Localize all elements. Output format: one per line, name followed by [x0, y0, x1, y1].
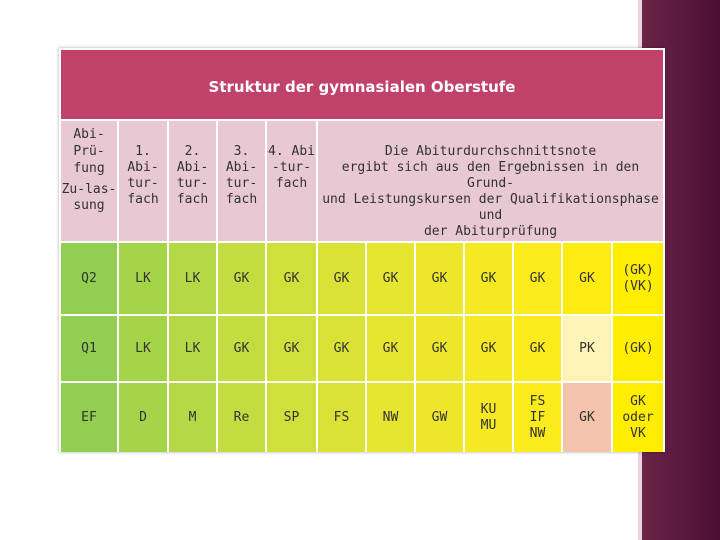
- table-cell: FS: [318, 383, 365, 452]
- table-cell: Re: [218, 383, 265, 452]
- table-cell: GK: [563, 383, 611, 452]
- table-cell: GK: [514, 316, 561, 381]
- table-cell: GK: [367, 316, 414, 381]
- header-zulassung: Zu-las- sung: [61, 182, 117, 213]
- table-cell: GK: [416, 243, 463, 314]
- table-cell: GK: [465, 243, 512, 314]
- table-cell: FS IF NW: [514, 383, 561, 452]
- table-cell: GK oder VK: [613, 383, 663, 452]
- table-cell: M: [169, 383, 216, 452]
- row-label: Q1: [61, 316, 117, 381]
- table-cell: GK: [465, 316, 512, 381]
- table-cell: GK: [563, 243, 611, 314]
- table-cell: D: [119, 383, 167, 452]
- header-abiturfach-2: 2. Abi- tur- fach: [169, 121, 216, 241]
- table-cell: GK: [218, 316, 265, 381]
- table-cell: LK: [169, 243, 216, 314]
- table-cell: GK: [514, 243, 561, 314]
- header-abi-pruefung: Abi- Prü- fung: [73, 127, 105, 176]
- table-cell: LK: [119, 316, 167, 381]
- header-note-text: Die Abiturdurchschnittsnote ergibt sich aus den Ergebnissen in den Grund- und Leistungskursen der Qualifikationsphase und der Abiturprüfung: [318, 121, 663, 241]
- row-label: EF: [61, 383, 117, 452]
- table-cell: LK: [169, 316, 216, 381]
- table-cell: GK: [318, 316, 365, 381]
- table-cell: NW: [367, 383, 414, 452]
- table-cell: PK: [563, 316, 611, 381]
- table-cell: GK: [218, 243, 265, 314]
- table-cell: GK: [267, 243, 316, 314]
- table-cell: (GK) (VK): [613, 243, 663, 314]
- table-cell: (GK): [613, 316, 663, 381]
- row-label: Q2: [61, 243, 117, 314]
- slide-title: Struktur der gymnasialen Oberstufe: [208, 77, 516, 96]
- table-cell: GW: [416, 383, 463, 452]
- header-abiturfach-4: 4. Abi -tur- fach: [267, 121, 316, 241]
- header-abiturfach-3: 3. Abi- tur- fach: [218, 121, 265, 241]
- table-cell: KU MU: [465, 383, 512, 452]
- table-cell: GK: [367, 243, 414, 314]
- header-abiturfach-1: 1. Abi- tur- fach: [119, 121, 167, 241]
- table-cell: GK: [416, 316, 463, 381]
- table-cell: LK: [119, 243, 167, 314]
- header-abi-zulassung: [61, 121, 117, 241]
- title-bar: [61, 50, 663, 119]
- table-cell: GK: [318, 243, 365, 314]
- table-cell: GK: [267, 316, 316, 381]
- table-cell: SP: [267, 383, 316, 452]
